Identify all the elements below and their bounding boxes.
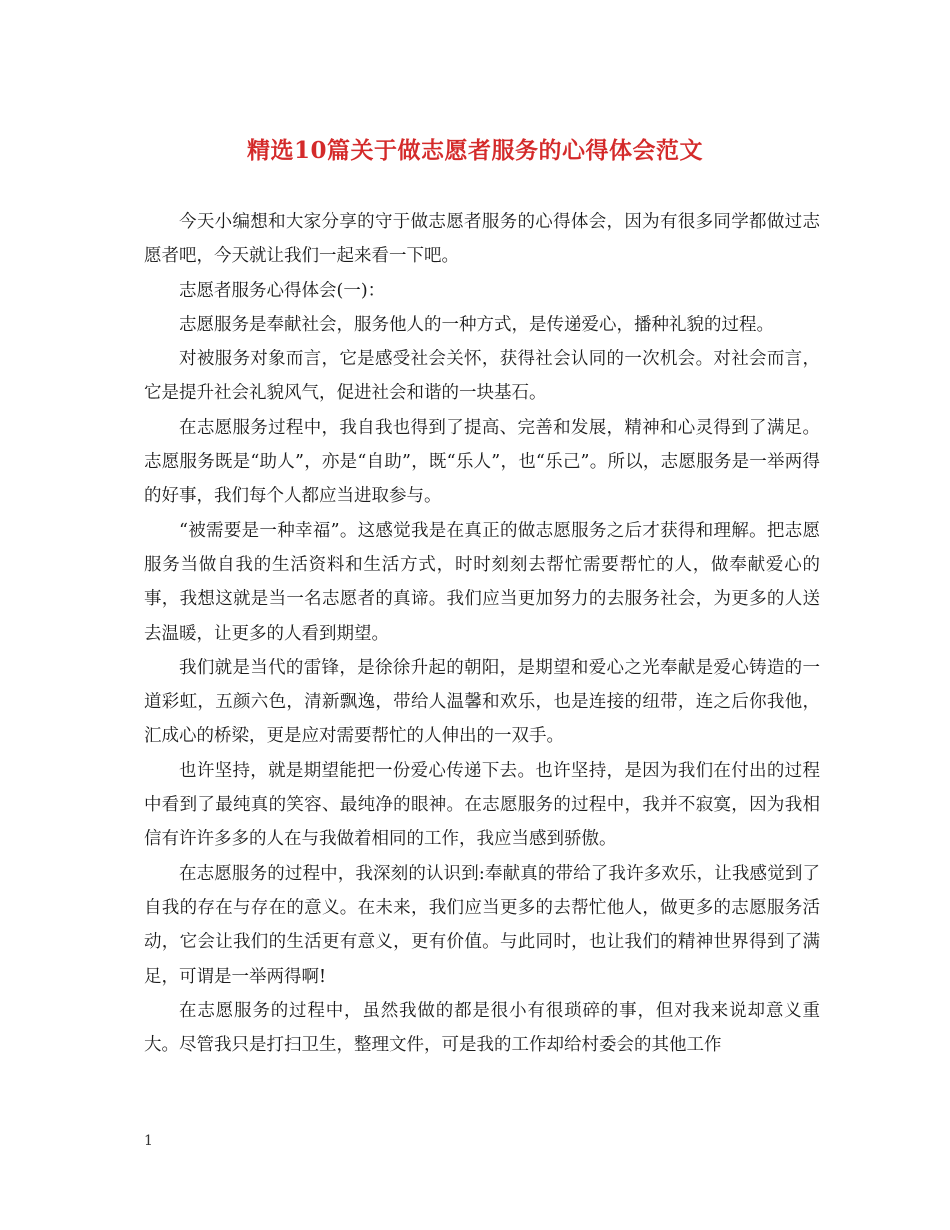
paragraph: 对被服务对象而言，它是感受社会关怀，获得社会认同的一次机会。对社会而言，它是提升社会礼貌风气，促进社会和谐的一块基石。 <box>144 349 820 404</box>
document-title: 精选10篇关于做志愿者服务的心得体会范文 <box>246 137 703 164</box>
page-number: 1 <box>144 1133 153 1149</box>
paragraph: 也许坚持，就是期望能把一份爱心传递下去。也许坚持，是因为我们在付出的过程中看到了最纯真的笑容、最纯净的眼神。在志愿服务的过程中，我并不寂寞，因为我相信有许许多多的人在与我做着相同的工作，我应当感到骄傲。 <box>144 760 820 850</box>
paragraph: 志愿服务是奉献社会，服务他人的一种方式，是传递爱心，播种礼貌的过程。 <box>179 314 774 335</box>
paragraph: “被需要是一种幸福”。这感觉我是在真正的做志愿服务之后才获得和理解。把志愿服务当做自我的生活资料和生活方式，时时刻刻去帮忙需要帮忙的人，做奉献爱心的事，我想这就是当一名志愿者的真谛。我们应当更加努力的去服务社会，为更多的人送去温暖，让更多的人看到期望。 <box>144 520 820 644</box>
paragraph: 在志愿服务的过程中，虽然我做的都是很小有很琐碎的事，但对我来说却意义重大。尽管我只是打扫卫生，整理文件，可是我的工作却给村委会的其他工作 <box>144 1000 820 1056</box>
document-body <box>144 205 820 1062</box>
paragraph: 在志愿服务过程中，我自我也得到了提高、完善和发展，精神和心灵得到了满足。志愿服务既是“助人”，亦是“自助”，既“乐人”，也“乐己”。所以，志愿服务是一举两得的好事，我们每个人都应当进取参与。 <box>144 417 820 507</box>
paragraph-section-heading: 志愿者服务心得体会(一)： <box>179 280 386 301</box>
paragraph: 我们就是当代的雷锋，是徐徐升起的朝阳，是期望和爱心之光奉献是爱心铸造的一道彩虹，五颜六色，清新飘逸，带给人温馨和欢乐，也是连接的纽带，连之后你我他，汇成心的桥梁，更是应对需要帮忙的人伸出的一双手。 <box>144 657 820 747</box>
paragraph: 在志愿服务的过程中，我深刻的认识到:奉献真的带给了我许多欢乐，让我感觉到了自我的存在与存在的意义。在未来，我们应当更多的去帮忙他人，做更多的志愿服务活动，它会让我们的生活更有意义，更有价值。与此同时，也让我们的精神世界得到了满足，可谓是一举两得啊! <box>144 863 820 987</box>
paragraph-intro: 今天小编想和大家分享的守于做志愿者服务的心得体会，因为有很多同学都做过志愿者吧，今天就让我们一起来看一下吧。 <box>144 212 820 267</box>
